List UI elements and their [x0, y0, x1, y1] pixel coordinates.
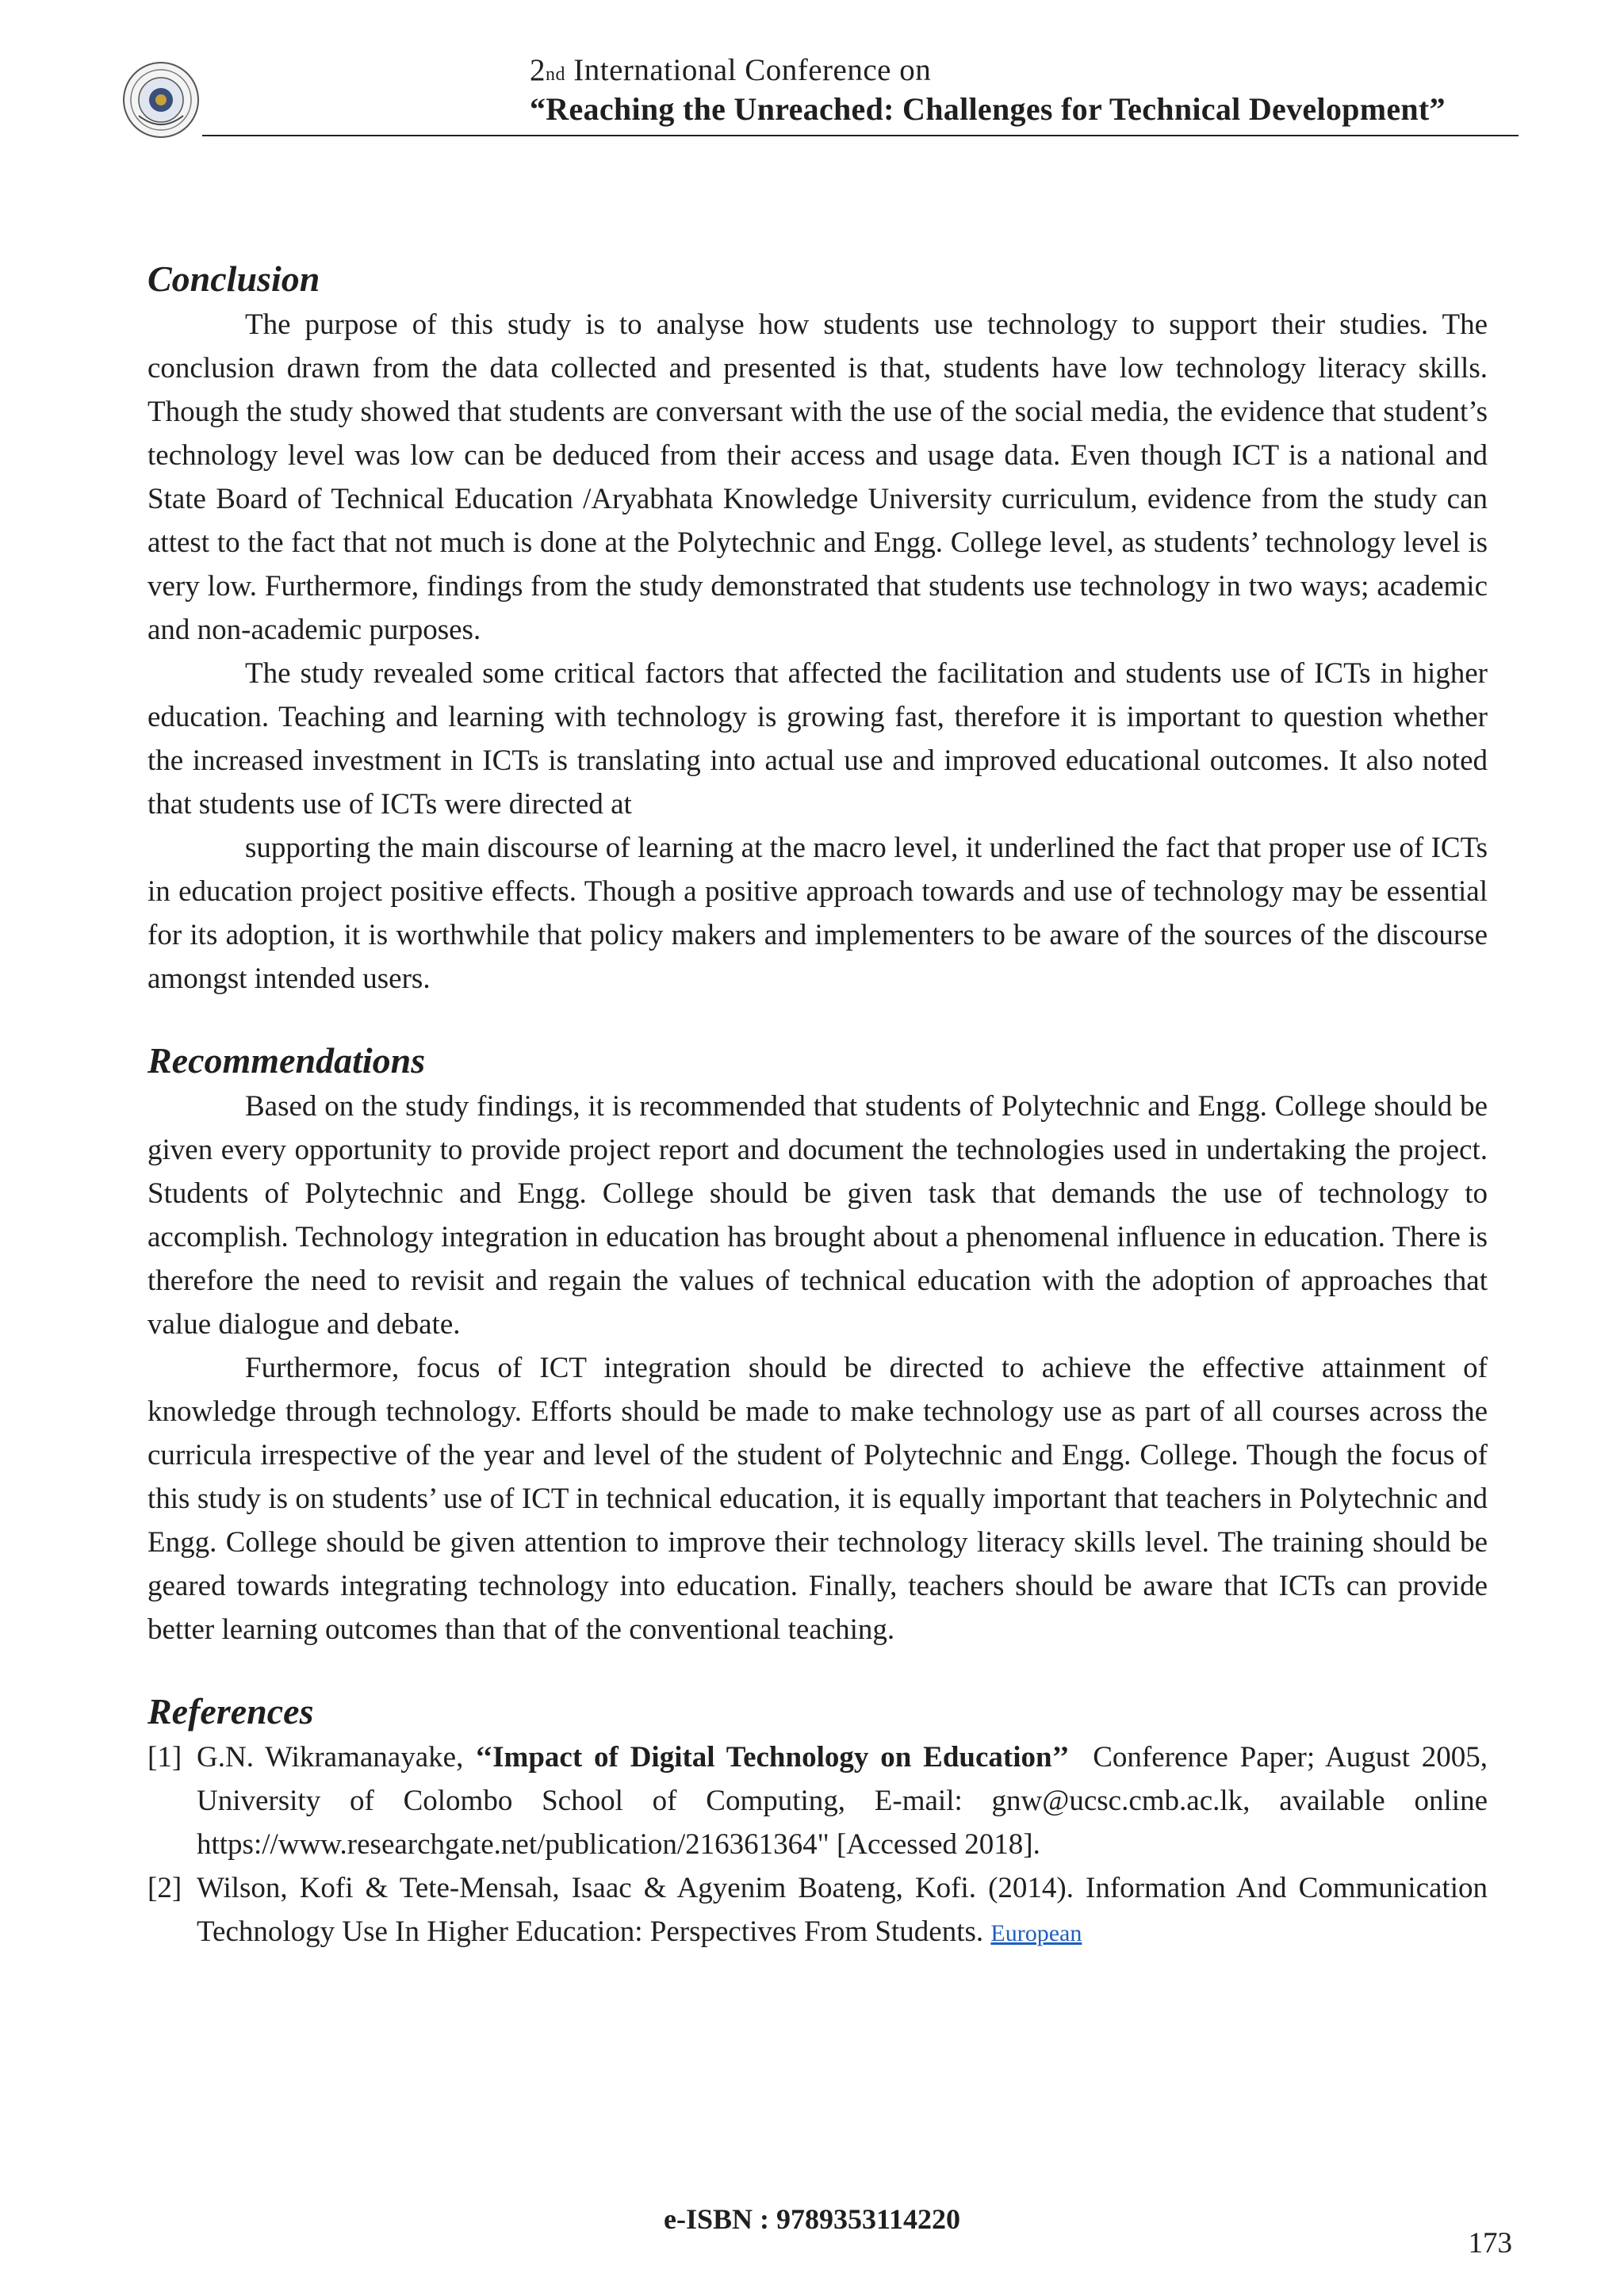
footer-isbn: e-ISBN : 9789353114220 — [663, 2203, 960, 2235]
reference-body: Wilson, Kofi & Tete-Mensah, Isaac & Agyenim Boateng, Kofi. (2014). Information And Communication Technology Use In Higher Education: Perspectives From Students. European — [197, 1872, 1488, 1948]
page-number: 173 — [1468, 2227, 1512, 2260]
reference-item — [147, 1866, 1488, 1955]
conclusion-paragraph-1: The purpose of this study is to analyse how students use technology to support their studies. The conclusion drawn from the data collected and presented is that, students have low technology literacy skills. Though the study showed that students are conversant with the use of the social media, the evidence that student’s technology level was low can be deduced from their access and usage data. Even though ICT is a national and State Board of Technical Education /Aryabhata Knowledge University curriculum, evidence from the study can attest to the fact that not much is done at the Polytechnic and Engg. College level, as students’ technology level is very low. Furthermore, findings from the study demonstrated that students use technology in two ways; academic and non-academic purposes. — [147, 308, 1488, 646]
conclusion-paragraph-2: The study revealed some critical factors that affected the facilitation and students use of ICTs in higher education. Teaching and learning with technology is growing fast, therefore it is important to question whether the increased investment in ICTs is translating into actual use and improved educational outcomes. It also noted that students use of ICTs were directed at — [147, 657, 1488, 821]
references-heading: References — [147, 1691, 314, 1732]
header-conference-title: “Reaching the Unreached: Challenges for Technical Development” — [530, 91, 1446, 127]
recommendations-paragraph-2: Furthermore, focus of ICT integration should be directed to achieve the effective attainment of knowledge through technology. Efforts should be made to make technology use as part of all courses across the curricula irrespective of the year and level of the student of Polytechnic and Engg. College. Though the focus of this study is on students’ use of ICT in technical education, it is equally important that teachers in Polytechnic and Engg. College should be given attention to improve their technology literacy skills level. The training should be geared towards integrating technology into education. Finally, teachers should be aware that ICTs can provide better learning outcomes than that of the conventional teaching. — [147, 1352, 1488, 1646]
recommendations-paragraph-1: Based on the study findings, it is recommended that students of Polytechnic and Engg. College should be given every opportunity to provide project report and document the technologies used in undertaking the project. Students of Polytechnic and Engg. College should be given task that demands the use of technology to accomplish. Technology integration in education has brought about a phenomenal influence in education. There is therefore the need to revisit and regain the values of technical education with the adoption of approaches that value dialogue and debate. — [147, 1090, 1488, 1341]
reference-number: [2] — [147, 1872, 182, 1904]
reference-item — [147, 1735, 1488, 1866]
reference-number: [1] — [147, 1741, 182, 1774]
reference-body: G.N. Wikramanayake, ‘‘Impact of Digital Technology on Education’’ Conference Paper; August 2005, University of Colombo School of Computing, E-mail: gnw@ucsc.cmb.ac.lk, available online https://www.researchgate.net/publication/216361364" [Accessed 2018]. — [197, 1741, 1488, 1861]
reference-title: ‘‘Impact of Digital Technology on Education’’ — [475, 1741, 1070, 1774]
conclusion-heading: Conclusion — [147, 258, 320, 299]
conclusion-paragraph-3: supporting the main discourse of learning at the macro level, it underlined the fact that proper use of ICTs in education project positive effects. Though a positive approach towards and use of technology may be essential for its adoption, it is worthwhile that policy makers and implementers to be aware of the sources of the discourse amongst intended users. — [147, 832, 1488, 995]
conference-emblem-icon — [121, 60, 201, 140]
page-content — [147, 255, 1488, 1955]
reference-journal-link[interactable]: European — [990, 1920, 1082, 1946]
header-conference-line: 2nd International Conference on — [530, 53, 932, 87]
recommendations-heading: Recommendations — [147, 1040, 426, 1081]
header-rule — [202, 135, 1519, 136]
